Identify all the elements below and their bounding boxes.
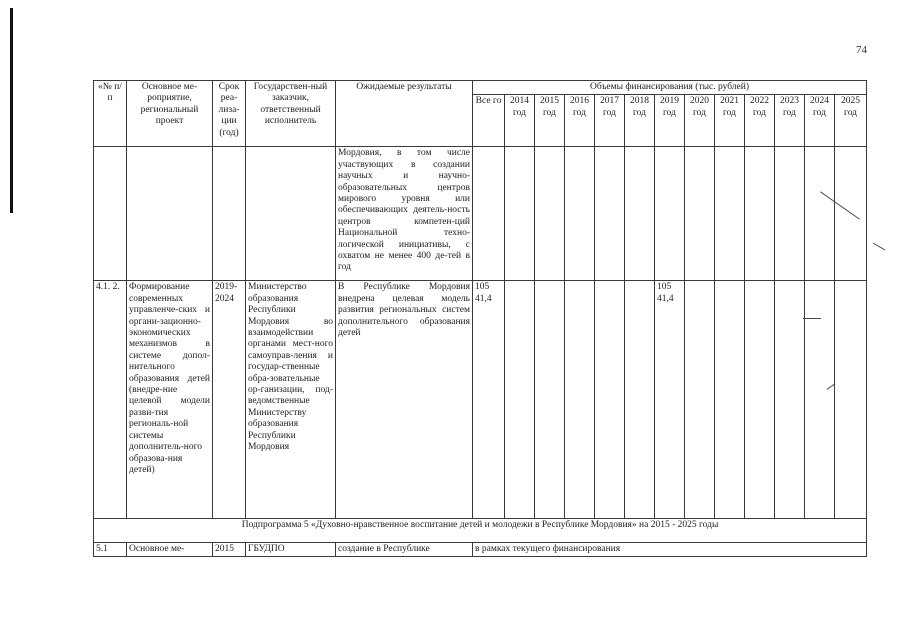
header-year: 2019 год — [655, 95, 685, 147]
header-year: 2022 год — [745, 95, 775, 147]
row-year-value — [565, 281, 595, 519]
row-customer: Министерство образования Республики Мордовия во взаимодействии органами мест-ного самоуправ-ления и государ-ственные обра-зовательные ор-ганизации, под-ведомственные Министерству образования Республики Мордовия — [246, 281, 336, 519]
header-row-1 — [94, 81, 867, 95]
row-year-value — [595, 147, 625, 281]
table-row — [94, 281, 867, 519]
row-year-value — [775, 147, 805, 281]
row-year-value — [775, 281, 805, 519]
row-year-value — [745, 281, 775, 519]
header-term: Срок реа-лиза-ции (год) — [213, 81, 246, 147]
row-total — [473, 147, 505, 281]
row-num: 4.1. 2. — [94, 281, 127, 519]
header-year: 2020 год — [685, 95, 715, 147]
table-row — [94, 543, 867, 557]
subprogram-row — [94, 519, 867, 543]
row-customer — [246, 147, 336, 281]
row-year-value — [535, 281, 565, 519]
row-year-value — [805, 281, 835, 519]
table-row — [94, 147, 867, 281]
row-year-value — [805, 147, 835, 281]
header-year: 2018 год — [625, 95, 655, 147]
row-year-value — [565, 147, 595, 281]
row-year-value — [715, 147, 745, 281]
row-year-value — [625, 281, 655, 519]
header-year: 2023 год — [775, 95, 805, 147]
header-financing: Объемы финансирования (тыс. рублей) — [473, 81, 867, 95]
header-customer: Государствен-ный заказчик, ответственный исполнитель — [246, 81, 336, 147]
header-year: 2014 год — [505, 95, 535, 147]
header-year: 2015 год — [535, 95, 565, 147]
row-year-value — [835, 281, 867, 519]
row-year-value — [625, 147, 655, 281]
page-number: 74 — [856, 44, 867, 56]
header-results: Ожидаемые результаты — [336, 81, 473, 147]
row-year-value — [685, 281, 715, 519]
row-year-value — [715, 281, 745, 519]
scan-artifact-mark — [803, 318, 821, 319]
row-year-value — [595, 281, 625, 519]
row-year-value — [505, 147, 535, 281]
row-total: 105 41,4 — [473, 281, 505, 519]
row-num — [94, 147, 127, 281]
row-year-value — [505, 281, 535, 519]
header-year: 2017 год — [595, 95, 625, 147]
row-year-value — [745, 147, 775, 281]
header-year: 2025 год — [835, 95, 867, 147]
row-results: Мордовия, в том числе участвующих в создании научных и научно-образовательных центров мирового уровня или обеспечивающих деятель-ность центров компетен-ций Национальной техно-логической инициативы, с охватом не менее 400 де-тей в год — [336, 147, 473, 281]
row-year-value — [685, 147, 715, 281]
program-table — [93, 80, 867, 557]
row-activity — [127, 147, 213, 281]
subprogram-title: Подпрограмма 5 «Духовно-нравственное воспитание детей и молодежи в Республике Мордовия» на 2015 - 2025 годы — [94, 519, 867, 543]
scan-edge-mark — [10, 8, 13, 213]
row-activity: Основное ме- — [127, 543, 213, 557]
header-num: «№ п/п — [94, 81, 127, 147]
row-year-value: 105 41,4 — [655, 281, 685, 519]
row-term: 2015 — [213, 543, 246, 557]
row-term — [213, 147, 246, 281]
row-results: В Республике Мордовия внедрена целевая модель развития региональных систем дополнительного образования детей — [336, 281, 473, 519]
header-activity: Основное ме-роприятие, региональный проект — [127, 81, 213, 147]
row-year-value — [535, 147, 565, 281]
header-total: Все го — [473, 95, 505, 147]
header-year: 2024 год — [805, 95, 835, 147]
row-year-value — [655, 147, 685, 281]
row-customer: ГБУДПО — [246, 543, 336, 557]
scan-artifact-mark — [873, 243, 886, 251]
row-results: создание в Республике — [336, 543, 473, 557]
row-activity: Формирование современных управленче-ских и органи-зационно-экономических механизмов в системе допол-нительного образования детей (внедре-ние целевой модели разви-тия региональ-ной системы дополнитель-ного образова-ния детей) — [127, 281, 213, 519]
row-num: 5.1 — [94, 543, 127, 557]
row-financing-note: в рамках текущего финансирования — [473, 543, 867, 557]
row-term: 2019-2024 — [213, 281, 246, 519]
header-year: 2016 год — [565, 95, 595, 147]
header-year: 2021 год — [715, 95, 745, 147]
